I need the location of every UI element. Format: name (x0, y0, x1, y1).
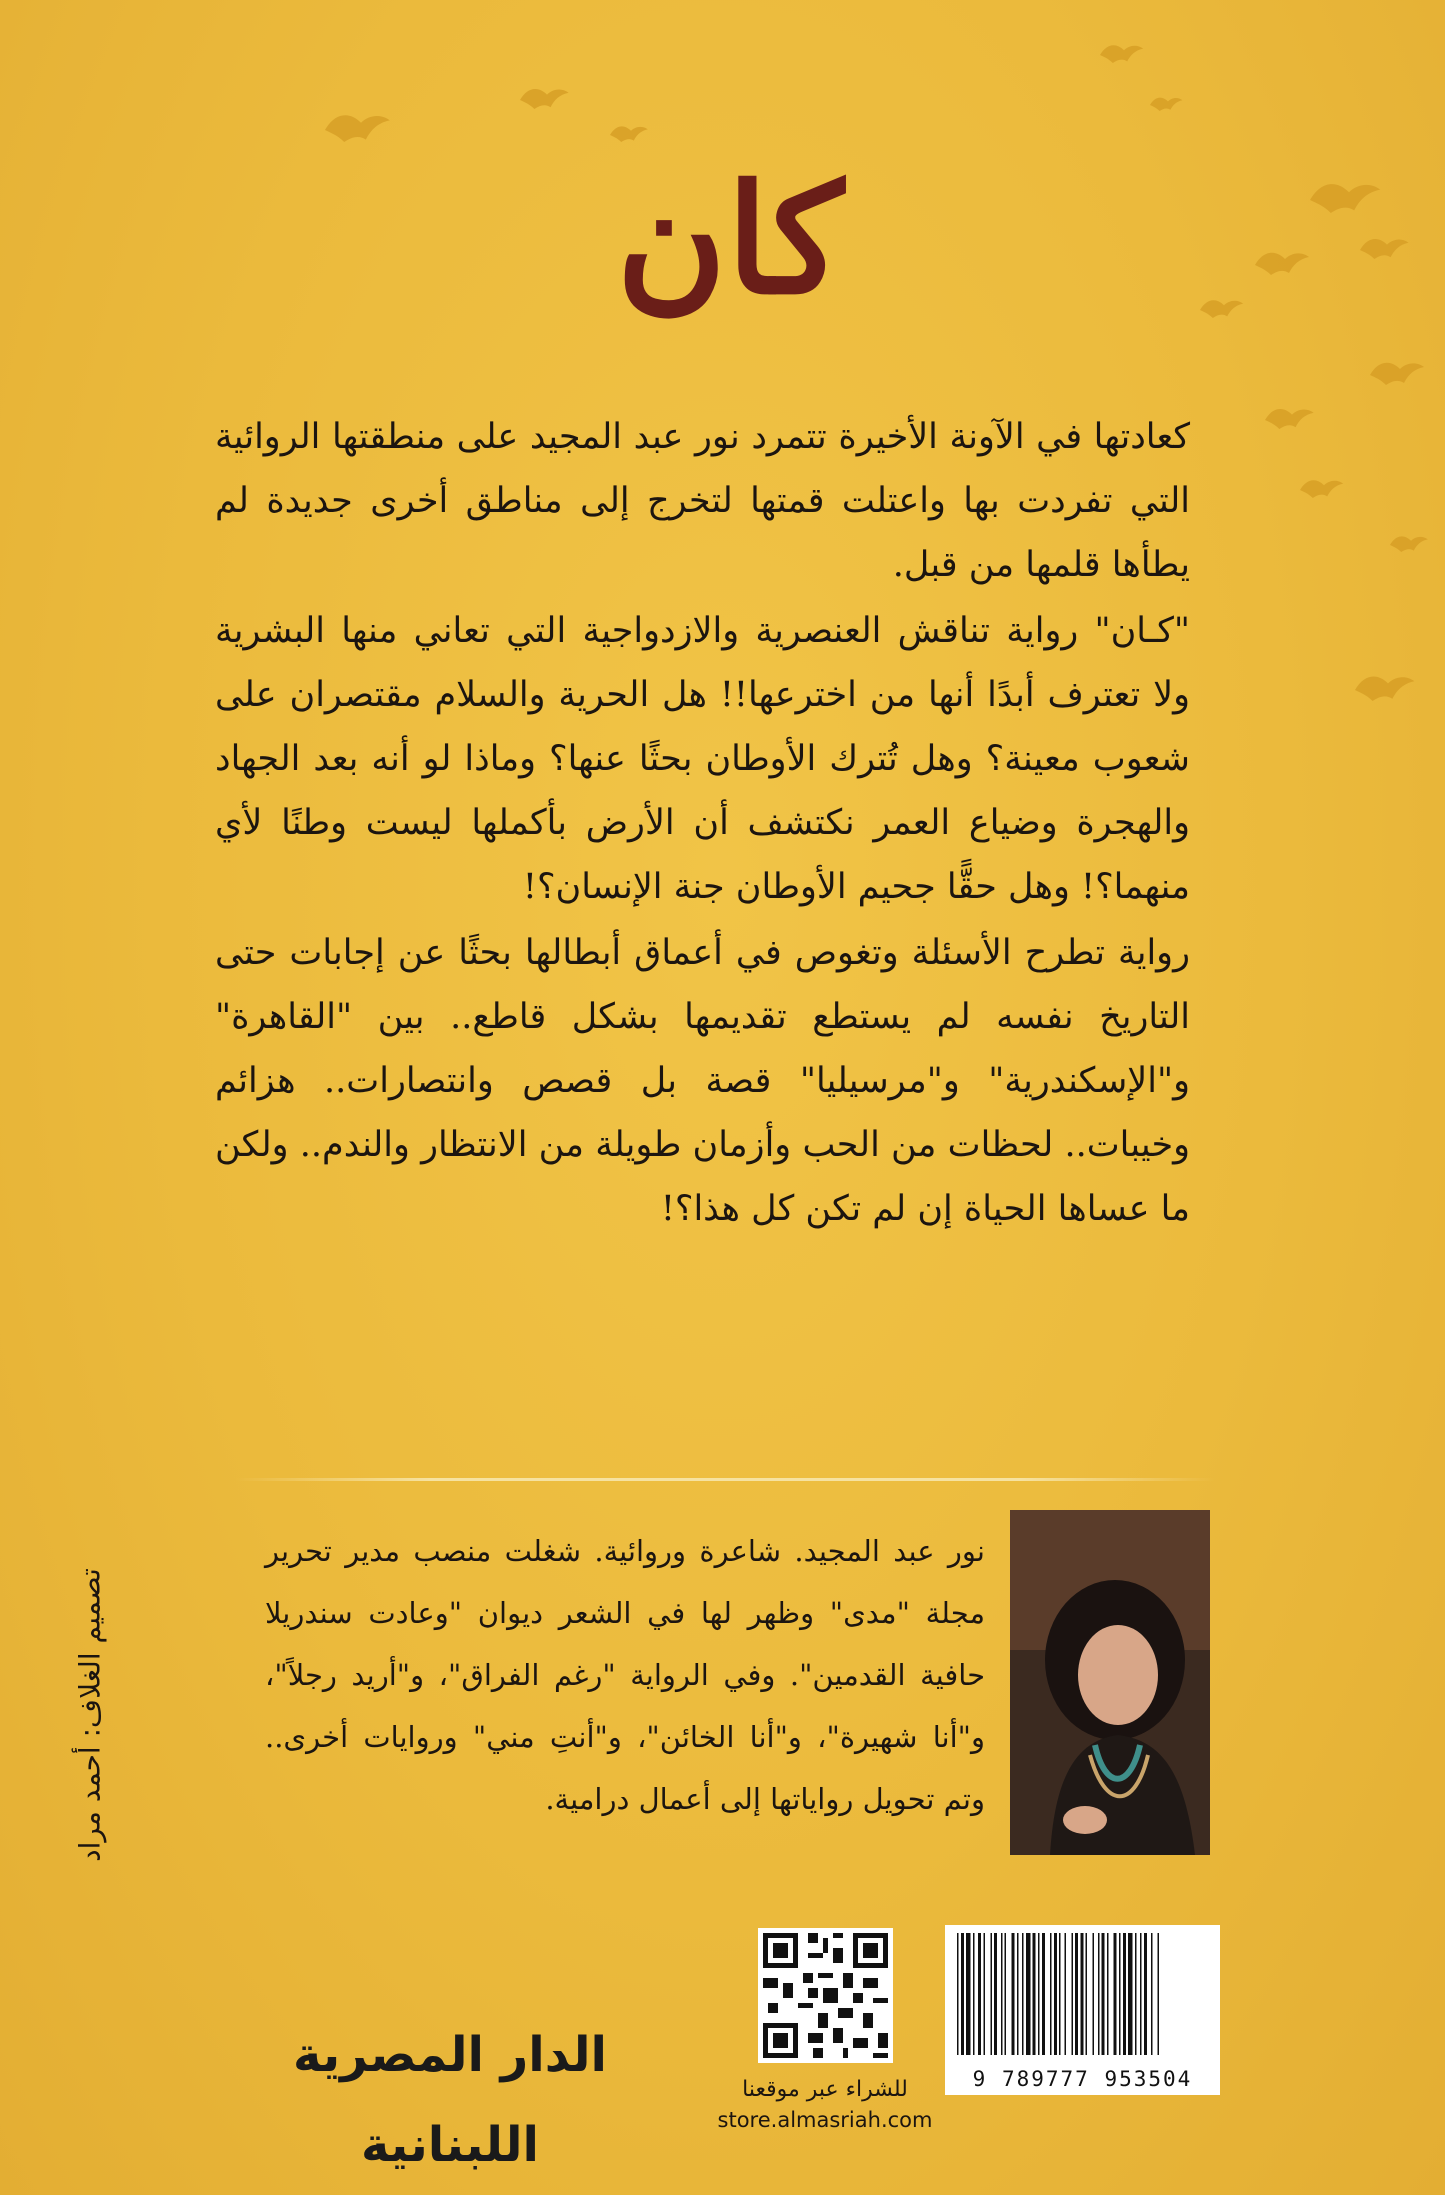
barcode-bar (1038, 1933, 1040, 2055)
barcode-bar (1080, 1933, 1083, 2055)
barcode-bar (973, 1933, 975, 2055)
barcode-bar (1128, 1933, 1133, 2055)
barcode-bar (1140, 1933, 1142, 2055)
author-bio: نور عبد المجيد. شاعرة وروائية. شغلت منصب مدير تحرير مجلة "مدى" وظهر لها في الشعر ديوان "وعادت سندريلا حافية القدمين". وفي الرواية "رغم الفراق"، و"أريد رجلاً"، و"أنا شهيرة"، و"أنا الخائن"، و"أنتِ مني" وروايات أخرى.. وتم تحويل رواياتها إلى أعمال درامية. (265, 1534, 985, 1816)
barcode-bar (990, 1933, 992, 2055)
book-title: كان (616, 152, 844, 328)
barcode-bar (1151, 1933, 1153, 2055)
blurb-paragraph: "كـان" رواية تناقش العنصرية والازدواجية التي تعاني منها البشرية ولا تعترف أبدًا أنها من اخترعها!! هل الحرية والسلام مقتصران على شعوب معينة؟ وهل تُترك الأوطان بحثًا عنها؟ وماذا لو أنه بعد الجهاد والهجرة وضياع العمر نكتشف أن الأرض بأكملها ليست وطنًا لأي منهما؟! وهل حقًّا جحيم الأوطان جنة الإنسان؟! (215, 611, 1190, 907)
barcode-bar (1107, 1933, 1109, 2055)
barcode-bar (1033, 1933, 1036, 2055)
barcode-bar (1022, 1933, 1024, 2055)
barcode-bar (1086, 1933, 1088, 2055)
barcode-bar (1119, 1933, 1121, 2055)
barcode-bar (1114, 1933, 1117, 2055)
purchase-url[interactable]: store.almasriah.com (717, 2108, 933, 2132)
blurb-text (215, 405, 1190, 1243)
barcode-bar (1123, 1933, 1126, 2055)
barcode-bar (984, 1933, 986, 2055)
purchase-info (700, 2075, 950, 2135)
barcode-icon (945, 1925, 1220, 2095)
barcode-bar (1102, 1933, 1105, 2055)
barcode-bar (1050, 1933, 1052, 2055)
blurb-paragraph: رواية تطرح الأسئلة وتغوص في أعماق أبطالها بحثًا عن إجابات حتى التاريخ نفسه لم يستطع تقديمها بشكل قاطع.. بين "القاهرة" و"الإسكندرية" و"مرسيليا" قصة بل قصص وانتصارات.. هزائم وخيبات.. لحظات من الحب وأزمان طويلة من الانتظار والندم.. ولكن ما عساها الحياة إن لم تكن كل هذا؟! (215, 933, 1191, 1229)
barcode-bar (957, 1933, 959, 2055)
barcode-bar (1012, 1933, 1015, 2055)
barcode-bar (1054, 1933, 1057, 2055)
barcode-bar (994, 1933, 997, 2055)
barcode-bar (1005, 1933, 1007, 2055)
cover-design-credit (55, 1500, 125, 1930)
isbn-number: 9 789777 953504 (972, 2067, 1193, 2091)
barcode-bar (1059, 1933, 1061, 2055)
qr-code-icon[interactable] (758, 1928, 893, 2063)
blurb-paragraph: كعادتها في الآونة الأخيرة تتمرد نور عبد المجيد على منطقتها الروائية التي تفردت بها واعتلت قمتها لتخرج إلى مناطق أخرى جديدة لم يطأها قلمها من قبل. (215, 417, 1190, 585)
barcode-bar (1071, 1933, 1073, 2055)
barcode-bar (961, 1933, 964, 2055)
barcode-bar (1017, 1933, 1019, 2055)
barcode-bar (1026, 1933, 1031, 2055)
barcode-bar (1065, 1933, 1067, 2055)
purchase-label: للشراء عبر موقعنا (742, 2077, 908, 2102)
barcode-bar (1001, 1933, 1003, 2055)
barcode-bar (1042, 1933, 1045, 2055)
barcode-bar (1144, 1933, 1147, 2055)
barcode-bar (1093, 1933, 1095, 2055)
barcode-bar (1135, 1933, 1137, 2055)
author-photo (1010, 1510, 1210, 1855)
barcode-bar (1098, 1933, 1100, 2055)
barcode-bar (1075, 1933, 1078, 2055)
barcode-bar (978, 1933, 981, 2055)
cover-design-credit-text: تصميم الغلاف: أحمد مراد (73, 1568, 107, 1862)
barcode-bar (966, 1933, 971, 2055)
divider (235, 1478, 1215, 1481)
publisher-logo: الدار المصرية اللبنانية (293, 2027, 607, 2173)
barcode-bar (1158, 1933, 1160, 2055)
